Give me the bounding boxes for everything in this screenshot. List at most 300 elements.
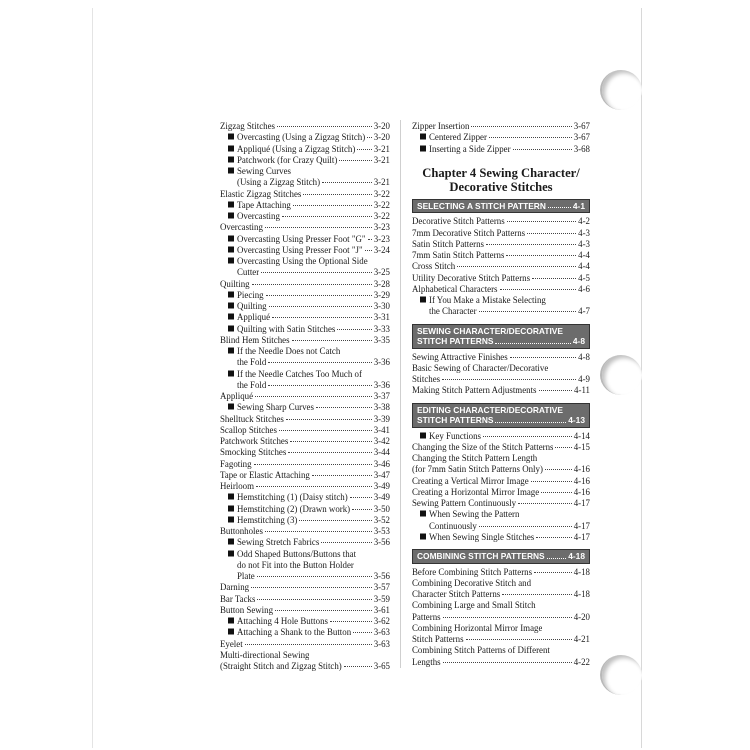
section-header-dots	[495, 336, 570, 344]
section-header-page: 4-18	[568, 551, 585, 561]
section-gap	[412, 668, 590, 672]
toc-entry-label: Quilting with Satin Stitches	[237, 323, 336, 334]
section-header-title: SEWING CHARACTER/DECORATIVE	[417, 325, 563, 336]
toc-entry	[412, 132, 590, 143]
toc-entry	[220, 459, 390, 470]
toc-entry-page: 3-36	[373, 357, 390, 368]
section-gap	[412, 397, 590, 401]
toc-entry-continuation	[412, 521, 590, 532]
section-header	[412, 199, 590, 214]
square-bullet-icon	[228, 629, 234, 635]
toc-leader-dots	[479, 524, 572, 527]
toc-entry-label: Sewing Pattern Continuously	[412, 498, 517, 508]
toc-entry	[412, 121, 590, 132]
toc-entry	[412, 228, 590, 239]
toc-entry-label: Satin Stitch Patterns	[412, 238, 484, 249]
toc-leader-dots	[457, 264, 576, 267]
toc-leader-dots	[489, 135, 572, 138]
section-entries	[412, 216, 590, 317]
toc-entry-page: 4-21	[573, 634, 590, 644]
toc-entry-page: 3-68	[573, 143, 590, 154]
section-header-dots	[547, 551, 567, 559]
toc-entry-label: Plate	[237, 571, 255, 581]
square-bullet-icon	[228, 314, 234, 320]
toc-entry	[220, 639, 390, 650]
toc-entry-label: (for 7mm Satin Stitch Patterns Only)	[412, 464, 543, 475]
toc-entry-label: Basic Sewing of Character/Decorative	[412, 362, 549, 373]
toc-entry	[220, 166, 390, 177]
toc-entry	[220, 200, 390, 211]
toc-entry-label: the Fold	[237, 379, 267, 390]
toc-entry-page: 3-35	[373, 334, 390, 345]
toc-entry-page: 3-57	[373, 582, 390, 593]
section-header	[412, 403, 590, 428]
toc-leader-dots	[256, 484, 372, 487]
square-bullet-icon	[228, 303, 234, 309]
square-bullet-icon	[228, 618, 234, 624]
toc-leader-dots	[261, 270, 372, 273]
toc-leader-dots	[266, 293, 372, 296]
toc-leader-dots	[245, 642, 372, 645]
toc-entry	[412, 385, 590, 396]
toc-entry	[220, 312, 390, 323]
toc-entry-page: 4-20	[573, 611, 590, 622]
toc-leader-dots	[350, 495, 372, 498]
toc-entry-page: 4-6	[578, 283, 590, 294]
toc-entry-page: 3-63	[373, 627, 390, 638]
toc-leader-dots	[555, 445, 571, 448]
toc-leader-dots	[466, 637, 572, 640]
toc-entry	[220, 526, 390, 537]
toc-entry-continuation	[220, 571, 390, 582]
toc-entry-page: 3-33	[373, 323, 390, 334]
toc-entry	[412, 567, 590, 578]
toc-entry-page: 3-22	[373, 211, 390, 221]
toc-leader-dots	[483, 434, 572, 437]
toc-entry-label: Tape Attaching	[237, 199, 291, 210]
toc-entry-continuation	[220, 267, 390, 278]
toc-leader-dots	[321, 540, 371, 543]
toc-entry-page: 4-17	[573, 531, 590, 542]
toc-leader-dots	[339, 158, 371, 161]
toc-entry-label: Overcasting (Using a Zigzag Stitch)	[237, 132, 366, 143]
toc-entry-page: 3-24	[373, 244, 390, 255]
chapter-title-line1: Chapter 4 Sewing Character/	[422, 165, 580, 180]
toc-entry-label: Appliqué	[237, 312, 271, 323]
toc-entry-page: 4-3	[578, 238, 590, 249]
toc-leader-dots	[282, 214, 372, 217]
toc-entry-label: Patchwork (for Crazy Quilt)	[237, 154, 338, 165]
toc-entry-page: 3-39	[373, 413, 390, 424]
toc-leader-dots	[277, 124, 372, 127]
toc-entry	[412, 498, 590, 509]
toc-entry-label: Patterns	[412, 611, 441, 622]
square-bullet-icon	[228, 168, 234, 174]
square-bullet-icon	[420, 432, 426, 438]
toc-entry	[412, 216, 590, 227]
toc-entry	[220, 132, 390, 143]
toc-leader-dots	[252, 282, 372, 285]
toc-entry-label: Changing the Size of the Stitch Patterns	[412, 441, 554, 452]
toc-entry	[220, 222, 390, 233]
toc-leader-dots	[316, 405, 372, 408]
toc-entry-label: Patchwork Stitches	[220, 436, 289, 446]
toc-entry	[412, 623, 590, 634]
toc-entry-label: Sewing Sharp Curves	[237, 402, 314, 413]
toc-entry-label: If You Make a Mistake Selecting	[429, 295, 546, 305]
toc-leader-dots	[365, 248, 372, 251]
toc-entry-label: Appliqué (Using a Zigzag Stitch)	[237, 143, 356, 154]
square-bullet-icon	[228, 156, 234, 162]
section-header-title: STITCH PATTERNS	[417, 415, 494, 425]
square-bullet-icon	[228, 291, 234, 297]
toc-entry-page: 3-67	[573, 132, 590, 143]
toc-leader-dots	[486, 242, 576, 245]
toc-entry-label: Multi-directional Sewing	[220, 649, 310, 660]
toc-entry	[220, 414, 390, 425]
toc-entry-page: 4-14	[573, 430, 590, 441]
section-header-dots	[548, 201, 571, 209]
toc-entry	[220, 211, 390, 222]
toc-entry-continuation	[412, 657, 590, 668]
square-bullet-icon	[420, 511, 426, 517]
toc-entry-page: 3-49	[373, 492, 390, 503]
toc-leader-dots	[330, 619, 372, 622]
square-bullet-icon	[420, 145, 426, 151]
chapter-title-line2: Decorative Stitches	[449, 179, 553, 194]
toc-entry-page: 3-56	[373, 571, 390, 581]
toc-entry-page: 3-59	[373, 593, 390, 604]
toc-entry	[220, 470, 390, 481]
toc-entry-page: 3-29	[373, 289, 390, 300]
toc-leader-dots	[506, 253, 576, 256]
toc-entry	[220, 627, 390, 638]
toc-leader-dots	[527, 231, 576, 234]
toc-entry-label: Making Stitch Pattern Adjustments	[412, 385, 537, 396]
toc-leader-dots	[279, 428, 372, 431]
toc-entry	[220, 594, 390, 605]
toc-entry	[220, 155, 390, 166]
toc-leader-dots	[257, 597, 371, 600]
toc-leader-dots	[268, 360, 371, 363]
toc-entry-label: Attaching 4 Hole Buttons	[237, 616, 328, 626]
toc-entry-label: Zigzag Stitches	[220, 121, 275, 131]
toc-entry-page: 3-61	[373, 604, 390, 615]
toc-entry-continuation	[412, 464, 590, 475]
toc-entry-label: When Sewing the Pattern	[429, 509, 520, 520]
toc-entry-label: Darning	[220, 582, 250, 593]
toc-entry-page: 3-25	[373, 267, 390, 278]
toc-entry	[412, 442, 590, 453]
toc-entry-page: 3-63	[373, 638, 390, 649]
toc-entry	[412, 144, 590, 155]
toc-entry-page: 3-62	[373, 616, 390, 626]
toc-entry	[412, 645, 590, 656]
toc-leader-dots	[299, 518, 371, 521]
toc-entry-page: 4-16	[573, 486, 590, 497]
toc-entry-page: 3-23	[373, 233, 390, 244]
toc-entry	[412, 578, 590, 589]
square-bullet-icon	[228, 550, 234, 556]
toc-entry-page: 4-5	[578, 272, 590, 283]
toc-entry	[412, 239, 590, 250]
toc-entry-label: Cross Stitch	[412, 261, 456, 272]
toc-entry	[220, 335, 390, 346]
toc-leader-dots	[518, 501, 572, 504]
toc-entry	[220, 245, 390, 256]
square-bullet-icon	[420, 533, 426, 539]
toc-entry-label: do not Fit into the Button Holder	[237, 559, 354, 570]
toc-leader-dots	[265, 225, 372, 228]
section-header-title: SELECTING A STITCH PATTERN	[417, 200, 546, 211]
square-bullet-icon	[228, 505, 234, 511]
toc-entry-page: 4-4	[578, 261, 590, 272]
toc-leader-dots	[322, 180, 372, 183]
toc-entry	[412, 532, 590, 543]
toc-entry	[220, 492, 390, 503]
toc-entry-label: (Straight Stitch and Zigzag Stitch)	[220, 661, 342, 671]
toc-entry-page: 4-16	[573, 464, 590, 475]
toc-entry	[220, 290, 390, 301]
section-header-line	[417, 326, 585, 337]
toc-left-column	[220, 121, 390, 672]
toc-entry	[220, 582, 390, 593]
toc-leader-dots	[344, 664, 372, 667]
toc-leader-dots	[290, 439, 371, 442]
toc-leader-dots	[532, 276, 576, 279]
toc-entry-label: Overcasting Using Presser Foot "G"	[237, 233, 366, 244]
toc-entry-label: Odd Shaped Buttons/Buttons that	[237, 548, 357, 559]
toc-entry-label: Fagoting	[220, 458, 252, 469]
square-bullet-icon	[228, 145, 234, 151]
toc-entry	[220, 515, 390, 526]
toc-entry-label: Hemstitching (3)	[237, 514, 298, 525]
toc-entry-label: Utility Decorative Stitch Patterns	[412, 272, 531, 283]
toc-entry-continuation	[412, 612, 590, 623]
toc-entry-label: Tape or Elastic Attaching	[220, 469, 310, 480]
section-header-dots	[495, 415, 566, 423]
toc-entry-label: (Using a Zigzag Stitch)	[237, 177, 321, 188]
toc-entry	[220, 425, 390, 436]
toc-entry-label: Overcasting	[220, 222, 263, 233]
square-bullet-icon	[420, 297, 426, 303]
toc-leader-dots	[251, 585, 372, 588]
toc-entry	[220, 605, 390, 616]
square-bullet-icon	[420, 134, 426, 140]
toc-entry-label: Shelltuck Stitches	[220, 413, 284, 424]
toc-right-top-entries	[412, 121, 590, 155]
square-bullet-icon	[228, 516, 234, 522]
toc-leader-dots	[272, 315, 372, 318]
toc-entry-label: Stitches	[412, 374, 441, 384]
toc-sections	[412, 199, 590, 672]
toc-leader-dots	[541, 490, 572, 493]
section-header-line	[417, 405, 585, 416]
toc-entry	[220, 504, 390, 515]
section-gap	[412, 318, 590, 322]
toc-entry	[412, 363, 590, 374]
toc-entry	[220, 369, 390, 380]
section-header-title: STITCH PATTERNS	[417, 336, 494, 346]
column-divider	[400, 120, 401, 668]
square-bullet-icon	[228, 494, 234, 500]
toc-leader-dots	[292, 338, 372, 341]
toc-entry-label: Combining Large and Small Stitch	[412, 600, 536, 611]
toc-entry-page: 4-7	[578, 306, 590, 317]
toc-entry-label: Character Stitch Patterns	[412, 589, 501, 599]
toc-leader-dots	[510, 355, 577, 358]
toc-entry	[412, 453, 590, 464]
toc-leader-dots	[443, 615, 572, 618]
section-entries	[412, 431, 590, 544]
toc-leader-dots	[507, 219, 576, 222]
toc-entry	[220, 279, 390, 290]
toc-entry-page: 3-30	[373, 301, 390, 311]
toc-leader-dots	[545, 467, 572, 470]
toc-entry-continuation	[220, 560, 390, 571]
punch-hole-top	[600, 70, 642, 110]
square-bullet-icon	[228, 325, 234, 331]
section-header	[412, 549, 590, 564]
toc-entry-page: 3-65	[373, 661, 390, 671]
toc-leader-dots	[255, 394, 372, 397]
toc-leader-dots	[337, 327, 371, 330]
toc-entry	[220, 402, 390, 413]
toc-leader-dots	[502, 592, 571, 595]
toc-entry-label: Sewing Attractive Finishes	[412, 351, 508, 362]
toc-entry-label: Overcasting Using the Optional Side	[237, 256, 368, 266]
toc-entry	[220, 650, 390, 661]
toc-entry	[412, 261, 590, 272]
toc-entry-label: Bar Tacks	[220, 593, 256, 604]
section-header-line	[417, 415, 585, 426]
toc-entry-page: 3-28	[373, 278, 390, 289]
toc-entry-label: Hemstitching (2) (Drawn work)	[237, 503, 351, 514]
toc-entry-label: Elastic Zigzag Stitches	[220, 188, 302, 199]
toc-entry-page: 3-21	[373, 154, 390, 165]
toc-entry	[412, 600, 590, 611]
toc-entry-page: 3-53	[373, 526, 390, 536]
toc-entry	[220, 144, 390, 155]
toc-entry	[220, 391, 390, 402]
toc-entry-label: Blind Hem Stitches	[220, 334, 290, 345]
toc-entry-label: Alphabetical Characters	[412, 283, 498, 294]
section-header-line	[417, 551, 585, 562]
toc-entry-page: 3-42	[373, 436, 390, 446]
toc-entry-label: Stitch Patterns	[412, 634, 464, 644]
toc-entry	[220, 549, 390, 560]
toc-entry-label: 7mm Decorative Stitch Patterns	[412, 227, 526, 238]
toc-leader-dots	[534, 570, 572, 573]
toc-leader-dots	[269, 304, 372, 307]
toc-entry-label: Button Sewing	[220, 604, 274, 615]
toc-leader-dots	[500, 287, 577, 290]
toc-entry-continuation	[220, 380, 390, 391]
toc-entry-label: Sewing Curves	[237, 166, 291, 176]
punch-hole-bottom	[600, 655, 642, 695]
chapter-title	[412, 166, 590, 194]
toc-entry	[220, 447, 390, 458]
toc-entry-page: 3-22	[373, 188, 390, 199]
toc-entry-label: 7mm Satin Stitch Patterns	[412, 250, 505, 260]
section-entries	[412, 352, 590, 397]
section-header-title: COMBINING STITCH PATTERNS	[417, 551, 545, 561]
toc-entry-label: Decorative Stitch Patterns	[412, 216, 505, 227]
square-bullet-icon	[228, 201, 234, 207]
toc-entry	[412, 273, 590, 284]
toc-entry-page: 3-56	[373, 537, 390, 548]
toc-entry-label: Overcasting Using Presser Foot "J"	[237, 244, 363, 255]
toc-entry-label: the Character	[429, 306, 477, 317]
section-header	[412, 324, 590, 349]
toc-entry-page: 4-3	[578, 227, 590, 238]
toc-entry-page: 3-20	[373, 132, 390, 143]
square-bullet-icon	[228, 213, 234, 219]
toc-entry	[220, 324, 390, 335]
toc-leader-dots	[265, 529, 372, 532]
toc-entry-label: Appliqué	[220, 391, 254, 401]
toc-entry	[220, 436, 390, 447]
toc-entry-label: If the Needle Does not Catch	[237, 346, 341, 356]
toc-entry-page: 3-41	[373, 424, 390, 435]
toc-entry-page: 3-36	[373, 379, 390, 390]
toc-entry-label: the Fold	[237, 357, 267, 368]
toc-entry-label: Scallop Stitches	[220, 424, 277, 435]
toc-entry-label: Lengths	[412, 656, 441, 667]
toc-leader-dots	[357, 147, 371, 150]
toc-entry-page: 3-47	[373, 469, 390, 480]
toc-leader-dots	[286, 417, 372, 420]
toc-entry-continuation	[220, 357, 390, 368]
toc-entry-continuation	[412, 374, 590, 385]
toc-entry-label: Eyelet	[220, 638, 243, 649]
toc-entry-label: Sewing Stretch Fabrics	[237, 537, 320, 548]
toc-leader-dots	[539, 388, 573, 391]
toc-entry	[220, 121, 390, 132]
section-header-page: 4-1	[572, 200, 585, 211]
toc-entry-label: Heirloom	[220, 481, 255, 491]
section-header-line	[417, 201, 585, 212]
toc-leader-dots	[479, 309, 577, 312]
toc-leader-dots	[442, 377, 576, 380]
section-entries	[412, 567, 590, 668]
toc-leader-dots	[352, 507, 372, 510]
toc-entry	[220, 256, 390, 267]
toc-entry	[412, 509, 590, 520]
toc-entry	[412, 250, 590, 261]
toc-entry-continuation	[412, 589, 590, 600]
toc-entry-page: 3-46	[373, 458, 390, 469]
toc-entry-page: 3-23	[373, 222, 390, 233]
toc-entry-continuation	[220, 177, 390, 188]
toc-entry-page: 4-2	[578, 216, 590, 227]
square-bullet-icon	[228, 235, 234, 241]
toc-entry-page: 4-16	[573, 475, 590, 486]
toc-entry-label: Creating a Vertical Mirror Image	[412, 475, 529, 486]
toc-entry	[412, 487, 590, 498]
toc-entry-page: 4-17	[573, 520, 590, 531]
toc-entry-label: Continuously	[429, 520, 477, 531]
toc-entry-label: Inserting a Side Zipper	[429, 143, 511, 154]
section-gap	[412, 543, 590, 547]
toc-leader-dots	[367, 135, 372, 138]
toc-entry-label: If the Needle Catches Too Much of	[237, 368, 362, 379]
toc-entry-label: When Sewing Single Stitches	[429, 531, 535, 542]
toc-entry	[220, 481, 390, 492]
toc-entry	[412, 295, 590, 306]
toc-entry-continuation	[412, 634, 590, 645]
toc-entry-label: Combining Decorative Stitch and	[412, 577, 532, 588]
